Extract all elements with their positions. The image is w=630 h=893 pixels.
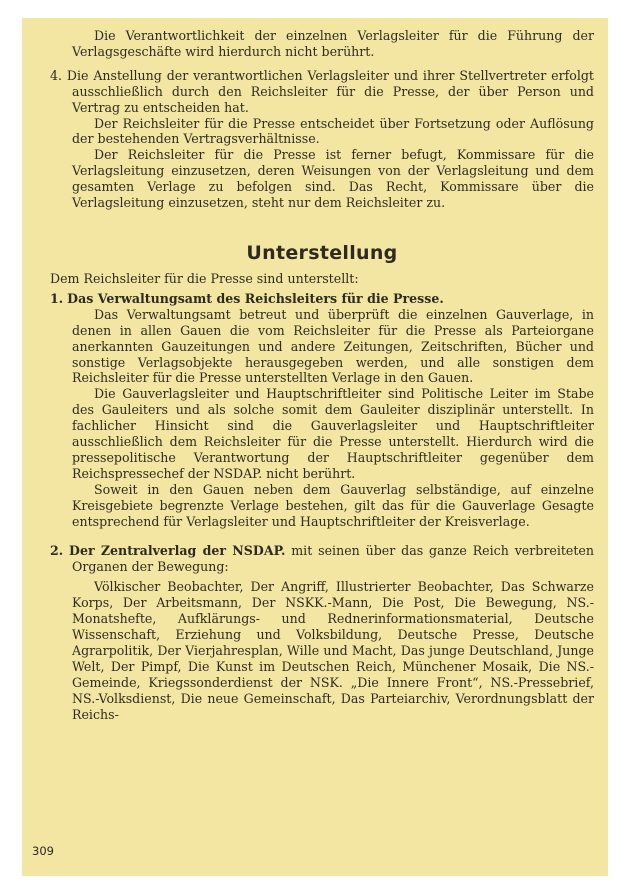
item-4-number: 4.	[50, 67, 63, 83]
item-1-title	[50, 291, 594, 307]
page-number: 309	[32, 844, 54, 859]
item-4-text: Die Anstellung der verantwortlichen Verlagsleiter und ihrer Stellvertreter erfolgt ausschließlich durch den Reichsleiter für die Presse, der über Person und Vertrag zu entscheiden hat.	[66, 67, 594, 115]
item-4-paragraph-3: Der Reichsleiter für die Presse ist ferner befugt, Kommissare für die Verlagsleitung einzusetzen, deren Weisungen von der Verlagsleitung und dem gesamten Verlage zu befolgen sind. Das Recht, Kommissare über die Verlagsleitung einzusetzen, steht nur dem Reichsleiter zu.	[72, 147, 594, 211]
item-2-title-text: Der Zentralverlag der NSDAP.	[69, 543, 286, 559]
document-page	[22, 18, 608, 876]
section-heading: Unterstellung	[246, 241, 398, 264]
top-paragraph: Die Verantwortlichkeit der einzelnen Verlagsleiter für die Führung der Verlagsgeschäfte wird hierdurch nicht berührt.	[72, 28, 594, 59]
item-2-paragraph-1: Völkischer Beobachter, Der Angriff, Illustrierter Beobachter, Das Schwarze Korps, Der Arbeitsmann, Der NSKK.-Mann, Die Post, Die Bewegung, NS.-Monatshefte, Aufklärungs- und Rednerinformationsmaterial, Deutsche Wissenschaft, Erziehung und Volksbildung, Deutsche Presse, Deutsche Agrarpolitik, Der Vierjahresplan, Wille und Macht, Das junge Deutschland, Junge Welt, Der Pimpf, Die Kunst im Deutschen Reich, Münchener Mosaik, Die NS.-Gemeinde, Kriegssonderdienst der NSK. „Die Innere Front“, NS.-Pressebrief, NS.-Volksdienst, Die neue Gemeinschaft, Das Parteiarchiv, Verordnungsblatt der Reichs-	[72, 579, 594, 722]
spacer	[50, 60, 594, 68]
spacer	[50, 529, 594, 543]
item-1-title-text: Das Verwaltungsamt des Reichsleiters für die Presse.	[67, 290, 444, 306]
item-2-number: 2.	[50, 543, 64, 559]
item-4-paragraph	[50, 68, 594, 116]
item-1-number: 1.	[50, 290, 64, 306]
item-1-paragraph-2: Die Gauverlagsleiter und Hauptschriftleiter sind Politische Leiter im Stabe des Gauleiters und als solche somit dem Gauleiter disziplinär unterstellt. In fachlicher Hinsicht sind die Gauverlagsleiter und Hauptschriftleiter ausschließlich dem Reichsleiter für die Presse unterstellt. Hierdurch wird die pressepolitische Verantwortung der Hauptschriftleiter gegenüber dem Reichspressechef der NSDAP. nicht berührt.	[72, 386, 594, 481]
item-2-title-rest: mit seinen über das ganze Reich verbreiteten Organen der Bewegung:	[72, 543, 594, 575]
item-4-paragraph-2: Der Reichsleiter für die Presse entscheidet über Fortsetzung oder Auflösung der bestehenden Vertragsverhältnisse.	[72, 115, 594, 147]
item-1-paragraph-1: Das Verwaltungsamt betreut und überprüft die einzelnen Gauverlage, in denen in allen Gauen die vom Reichsleiter für die Presse als Parteiorgane anerkannten Gauzeitungen und andere Zeitungen, Zeitschriften, Bücher und sonstige Verlagsobjekte herausgegeben werden, und alle sonstigen dem Reichsleiter für die Presse unterstellten Verlage in den Gauen.	[72, 306, 594, 386]
item-1-paragraph-3: Soweit in den Gauen neben dem Gauverlag selbständige, auf einzelne Kreisgebiete begrenzte Verlage bestehen, gilt das für die Gauverlage Gesagte entsprechend für Verlagsleiter und Hauptschriftleiter der Kreisverlage.	[72, 481, 594, 529]
intro-line: Dem Reichsleiter für die Presse sind unterstellt:	[50, 270, 359, 286]
item-2-title	[50, 543, 594, 575]
spacer	[50, 211, 594, 241]
